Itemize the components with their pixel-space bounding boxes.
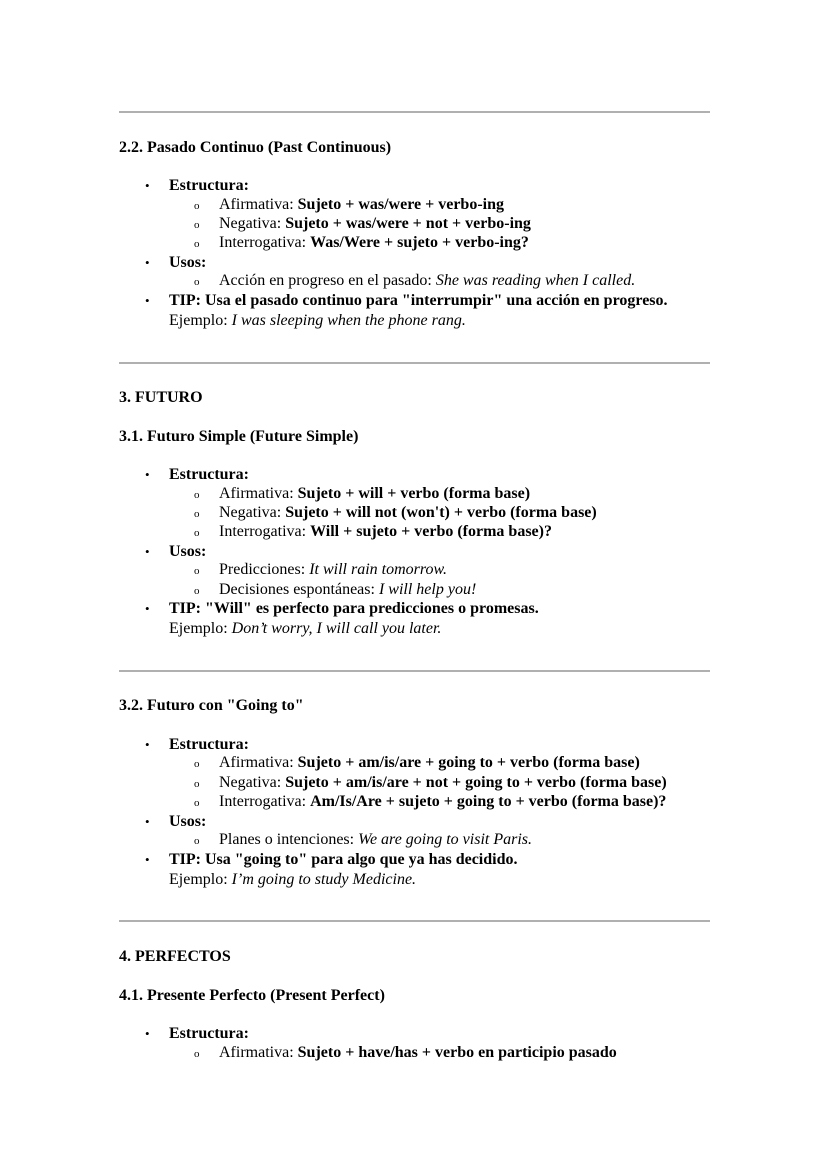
usos-label: Usos: <box>169 254 207 271</box>
uso-line: Acción en progreso en el pasado: She was reading when I called. <box>219 272 636 289</box>
bullet-icon: • <box>145 293 150 308</box>
uso-line: Planes o intenciones: We are going to visit Paris. <box>219 831 533 848</box>
afirmativa-line: Afirmativa: Sujeto + have/has + verbo en participio pasado <box>219 1044 617 1061</box>
section-4-1-title: 4.1. Presente Perfecto (Present Perfect) <box>119 987 385 1004</box>
circle-bullet-icon: o <box>194 489 200 501</box>
divider <box>119 111 710 113</box>
circle-bullet-icon: o <box>194 200 200 212</box>
uso-line: Predicciones: It will rain tomorrow. <box>219 561 447 578</box>
estructura-label: Estructura: <box>169 736 249 753</box>
interrogativa-line: Interrogativa: Am/Is/Are + sujeto + going to + verbo (forma base)? <box>219 793 667 810</box>
circle-bullet-icon: o <box>194 219 200 231</box>
estructura-label: Estructura: <box>169 466 249 483</box>
afirmativa-line: Afirmativa: Sujeto + am/is/are + going to + verbo (forma base) <box>219 754 640 771</box>
bullet-icon: • <box>145 544 150 559</box>
divider <box>119 362 710 364</box>
bullet-icon: • <box>145 467 150 482</box>
usos-label: Usos: <box>169 543 207 560</box>
bullet-icon: • <box>145 814 150 829</box>
bullet-icon: • <box>145 852 150 867</box>
interrogativa-line: Interrogativa: Will + sujeto + verbo (forma base)? <box>219 523 552 540</box>
circle-bullet-icon: o <box>194 778 200 790</box>
bullet-icon: • <box>145 178 150 193</box>
negativa-line: Negativa: Sujeto + will not (won't) + verbo (forma base) <box>219 504 597 521</box>
circle-bullet-icon: o <box>194 797 200 809</box>
circle-bullet-icon: o <box>194 508 200 520</box>
circle-bullet-icon: o <box>194 835 200 847</box>
tip-line: TIP: "Will" es perfecto para predicciones o promesas. <box>169 600 539 617</box>
uso-line: Decisiones espontáneas: I will help you! <box>219 581 477 598</box>
estructura-label: Estructura: <box>169 177 249 194</box>
bullet-icon: • <box>145 737 150 752</box>
usos-label: Usos: <box>169 813 207 830</box>
divider <box>119 920 710 922</box>
circle-bullet-icon: o <box>194 527 200 539</box>
circle-bullet-icon: o <box>194 1048 200 1060</box>
section-4-title: 4. PERFECTOS <box>119 948 231 965</box>
circle-bullet-icon: o <box>194 585 200 597</box>
negativa-line: Negativa: Sujeto + was/were + not + verbo-ing <box>219 215 531 232</box>
afirmativa-line: Afirmativa: Sujeto + was/were + verbo-ing <box>219 196 504 213</box>
section-2-2-title: 2.2. Pasado Continuo (Past Continuous) <box>119 139 392 156</box>
bullet-icon: • <box>145 1026 150 1041</box>
circle-bullet-icon: o <box>194 758 200 770</box>
bullet-icon: • <box>145 601 150 616</box>
ejemplo-line: Ejemplo: I was sleeping when the phone rang. <box>169 312 466 329</box>
interrogativa-line: Interrogativa: Was/Were + sujeto + verbo-ing? <box>219 234 529 251</box>
ejemplo-line: Ejemplo: Don’t worry, I will call you later. <box>169 620 442 637</box>
estructura-label: Estructura: <box>169 1025 249 1042</box>
divider <box>119 670 710 672</box>
ejemplo-line: Ejemplo: I’m going to study Medicine. <box>169 871 417 888</box>
tip-line: TIP: Usa el pasado continuo para "interrumpir" una acción en progreso. <box>169 292 668 309</box>
circle-bullet-icon: o <box>194 565 200 577</box>
negativa-line: Negativa: Sujeto + am/is/are + not + going to + verbo (forma base) <box>219 774 667 791</box>
afirmativa-line: Afirmativa: Sujeto + will + verbo (forma base) <box>219 485 531 502</box>
section-3-1-title: 3.1. Futuro Simple (Future Simple) <box>119 428 359 445</box>
section-3-2-title: 3.2. Futuro con "Going to" <box>119 697 304 714</box>
circle-bullet-icon: o <box>194 276 200 288</box>
tip-line: TIP: Usa "going to" para algo que ya has decidido. <box>169 851 518 868</box>
section-3-title: 3. FUTURO <box>119 389 203 406</box>
circle-bullet-icon: o <box>194 238 200 250</box>
bullet-icon: • <box>145 255 150 270</box>
